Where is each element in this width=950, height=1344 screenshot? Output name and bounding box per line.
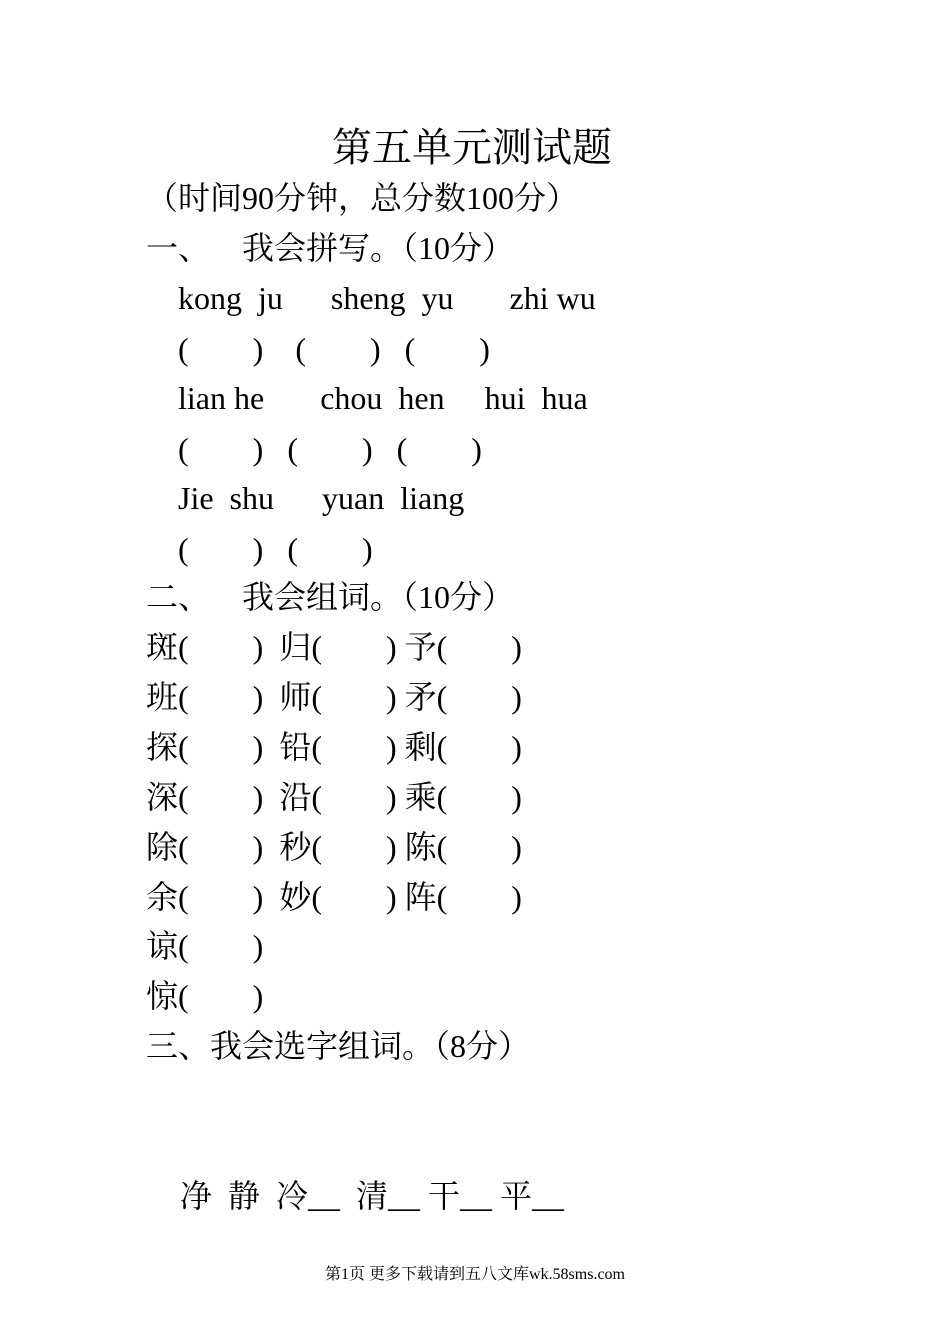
section-2-heading: 二、 我会组词。（10分）	[146, 579, 515, 615]
section-3-heading: 三、我会选字组词。（8分）	[146, 1028, 531, 1064]
word-row: 班( ) 师( ) 矛( )	[146, 679, 522, 715]
word-row: 余( ) 妙( ) 阵( )	[146, 879, 522, 915]
word-row: 探( ) 铅( ) 剩( )	[146, 729, 522, 765]
word-row: 惊( )	[146, 978, 264, 1014]
pinyin-line: kong ju sheng yu zhi wu	[178, 280, 596, 316]
page-footer: 第1页 更多下载请到五八文库wk.58sms.com	[324, 1266, 625, 1283]
choose-characters-line: 净 静 冷__ 清__ 干__ 平__	[180, 1178, 565, 1214]
page-title: 第五单元测试题	[332, 125, 612, 170]
word-row: 斑( ) 归( ) 予( )	[146, 629, 522, 665]
pinyin-line: lian he chou hen hui hua	[178, 380, 588, 416]
word-row: 除( ) 秒( ) 陈( )	[146, 829, 522, 865]
answer-blanks: ( ) ( ) ( )	[178, 331, 490, 367]
section-1-heading: 一、 我会拼写。（10分）	[146, 230, 515, 266]
word-row: 谅( )	[146, 928, 264, 964]
answer-blanks: ( ) ( ) ( )	[178, 431, 482, 467]
subtitle: （时间90分钟，总分数100分）	[146, 180, 579, 216]
pinyin-line: Jie shu yuan liang	[178, 480, 465, 516]
answer-blanks: ( ) ( )	[178, 531, 373, 567]
word-row: 深( ) 沿( ) 乘( )	[146, 779, 522, 815]
